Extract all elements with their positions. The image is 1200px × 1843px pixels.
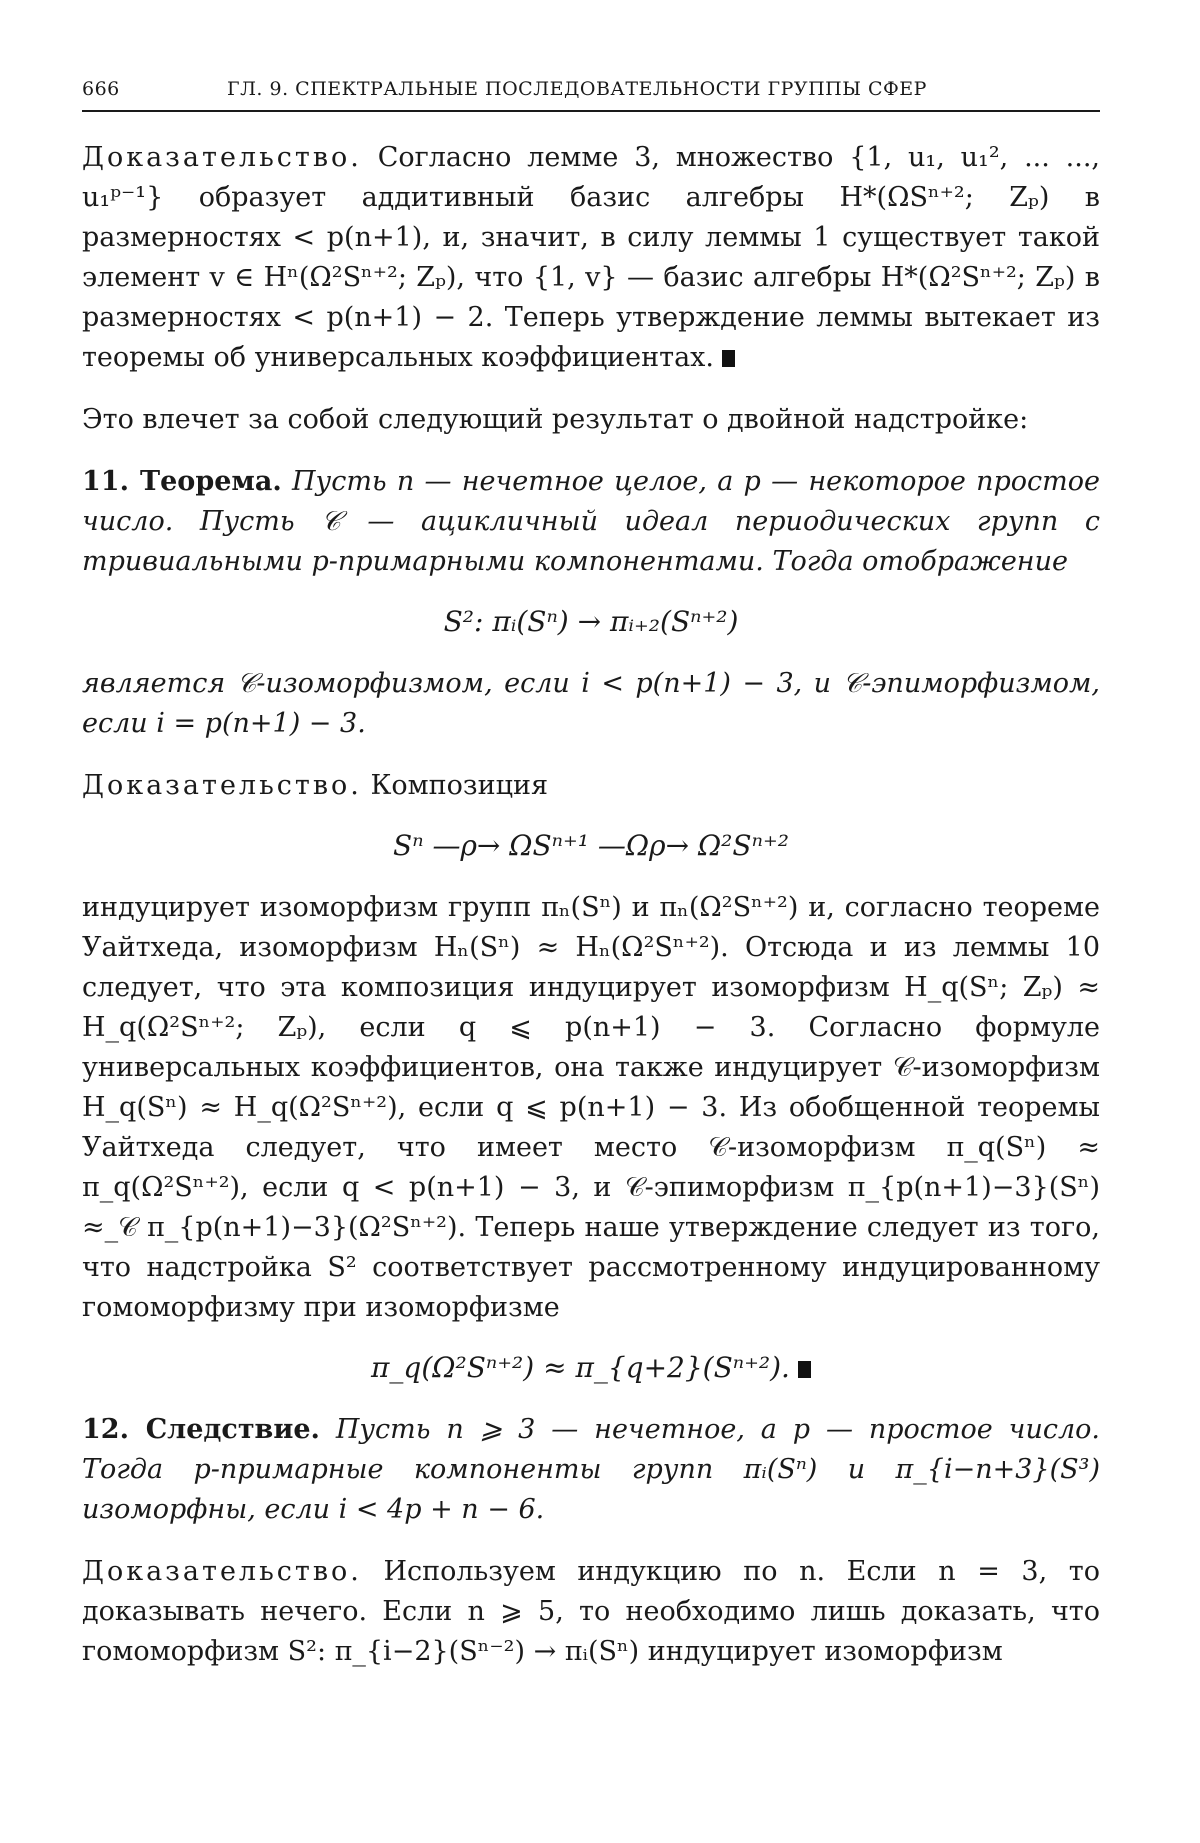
theorem-continuation: является 𝒞-изоморфизмом, если i < p(n+1) − 3, и 𝒞-эпиморфизмом, если i = p(n+1) − 3.	[82, 668, 1100, 739]
running-title: ГЛ. 9. СПЕКТРАЛЬНЫЕ ПОСЛЕДОВАТЕЛЬНОСТИ ГРУППЫ СФЕР	[227, 78, 927, 100]
qed-square-icon	[722, 350, 735, 367]
proof-paragraph-3	[82, 1552, 1100, 1672]
formula-suspension-map: S²: πᵢ(Sⁿ) → πᵢ₊₂(Sⁿ⁺²)	[443, 605, 739, 638]
proof-label: Доказательство.	[82, 1556, 362, 1587]
page-body	[82, 138, 1100, 1672]
running-header	[82, 72, 1100, 112]
consequence-paragraph: Это влечет за собой следующий результат о двойной надстройке:	[82, 404, 1029, 435]
corollary-paragraph	[82, 1410, 1100, 1530]
proof-text: Композиция	[370, 770, 548, 801]
proof-label: Доказательство.	[82, 770, 362, 801]
proof-body-2: индуцирует изоморфизм групп πₙ(Sⁿ) и πₙ(Ω²Sⁿ⁺²) и, согласно теореме Уайтхеда, изоморфизм Hₙ(Sⁿ) ≈ Hₙ(Ω²Sⁿ⁺²). Отсюда и из леммы 10 следует, что эта композиция индуцирует изоморфизм H_q(Sⁿ; Zₚ) ≈ H_q(Ω²Sⁿ⁺²; Zₚ), если q ⩽ p(n+1) − 3. Согласно формуле универсальных коэффициентов, она также индуцирует 𝒞-изоморфизм H_q(Sⁿ) ≈ H_q(Ω²Sⁿ⁺²), если q ⩽ p(n+1) − 3. Из обобщенной теоремы Уайтхеда следует, что имеет место 𝒞-изоморфизм π_q(Sⁿ) ≈ π_q(Ω²Sⁿ⁺²), если q < p(n+1) − 3, и 𝒞-эпиморфизм π_{p(n+1)−3}(Sⁿ) ≈_𝒞 π_{p(n+1)−3}(Ω²Sⁿ⁺²). Теперь наше утверждение следует из того, что надстройка S² соответствует рассмотренному индуцированному гомоморфизму при изоморфизме	[82, 892, 1100, 1323]
page-number: 666	[82, 78, 120, 100]
theorem-label: 11. Теорема.	[82, 466, 282, 497]
theorem-paragraph	[82, 462, 1100, 582]
proof-text: Согласно лемме 3, множество {1, u₁, u₁², ... ..., u₁ᵖ⁻¹} образует аддитивный базис алгебры H*(ΩSⁿ⁺²; Zₚ) в размерностях < p(n+1), и, значит, в силу леммы 1 существует такой элемент v ∈ Hⁿ(Ω²Sⁿ⁺²; Zₚ), что {1, v} — базис алгебры H*(Ω²Sⁿ⁺²; Zₚ) в размерностях < p(n+1) − 2. Теперь утверждение леммы вытекает из теоремы об универсальных коэффициентах.	[82, 142, 1100, 373]
proof-paragraph-1	[82, 138, 1100, 378]
proof-paragraph-2	[82, 766, 1100, 806]
proof-label: Доказательство.	[82, 142, 362, 173]
qed-square-icon	[798, 1361, 811, 1378]
corollary-label: 12. Следствие.	[82, 1414, 320, 1445]
formula-isomorphism	[82, 1348, 1100, 1388]
corollary-text: Пусть n ⩾ 3 — нечетное, а p — простое число. Тогда p-примарные компоненты групп πᵢ(Sⁿ) и π_{i−n+3}(S³) изоморфны, если i < 4p + n − 6.	[82, 1414, 1100, 1525]
formula-isomorphism-text: π_q(Ω²Sⁿ⁺²) ≈ π_{q+2}(Sⁿ⁺²).	[371, 1351, 790, 1384]
proof-text: Используем индукцию по n. Если n = 3, то доказывать нечего. Если n ⩾ 5, то необходимо лишь доказать, что гомоморфизм S²: π_{i−2}(Sⁿ⁻²) → πᵢ(Sⁿ) индуцирует изоморфизм	[82, 1556, 1100, 1667]
formula-composition: Sⁿ —ρ→ ΩSⁿ⁺¹ —Ωρ→ Ω²Sⁿ⁺²	[393, 829, 789, 862]
theorem-text: Пусть n — нечетное целое, а p — некоторое простое число. Пусть 𝒞 — ацикличный идеал периодических групп с тривиальными p-примарными компонентами. Тогда отображение	[82, 466, 1100, 577]
